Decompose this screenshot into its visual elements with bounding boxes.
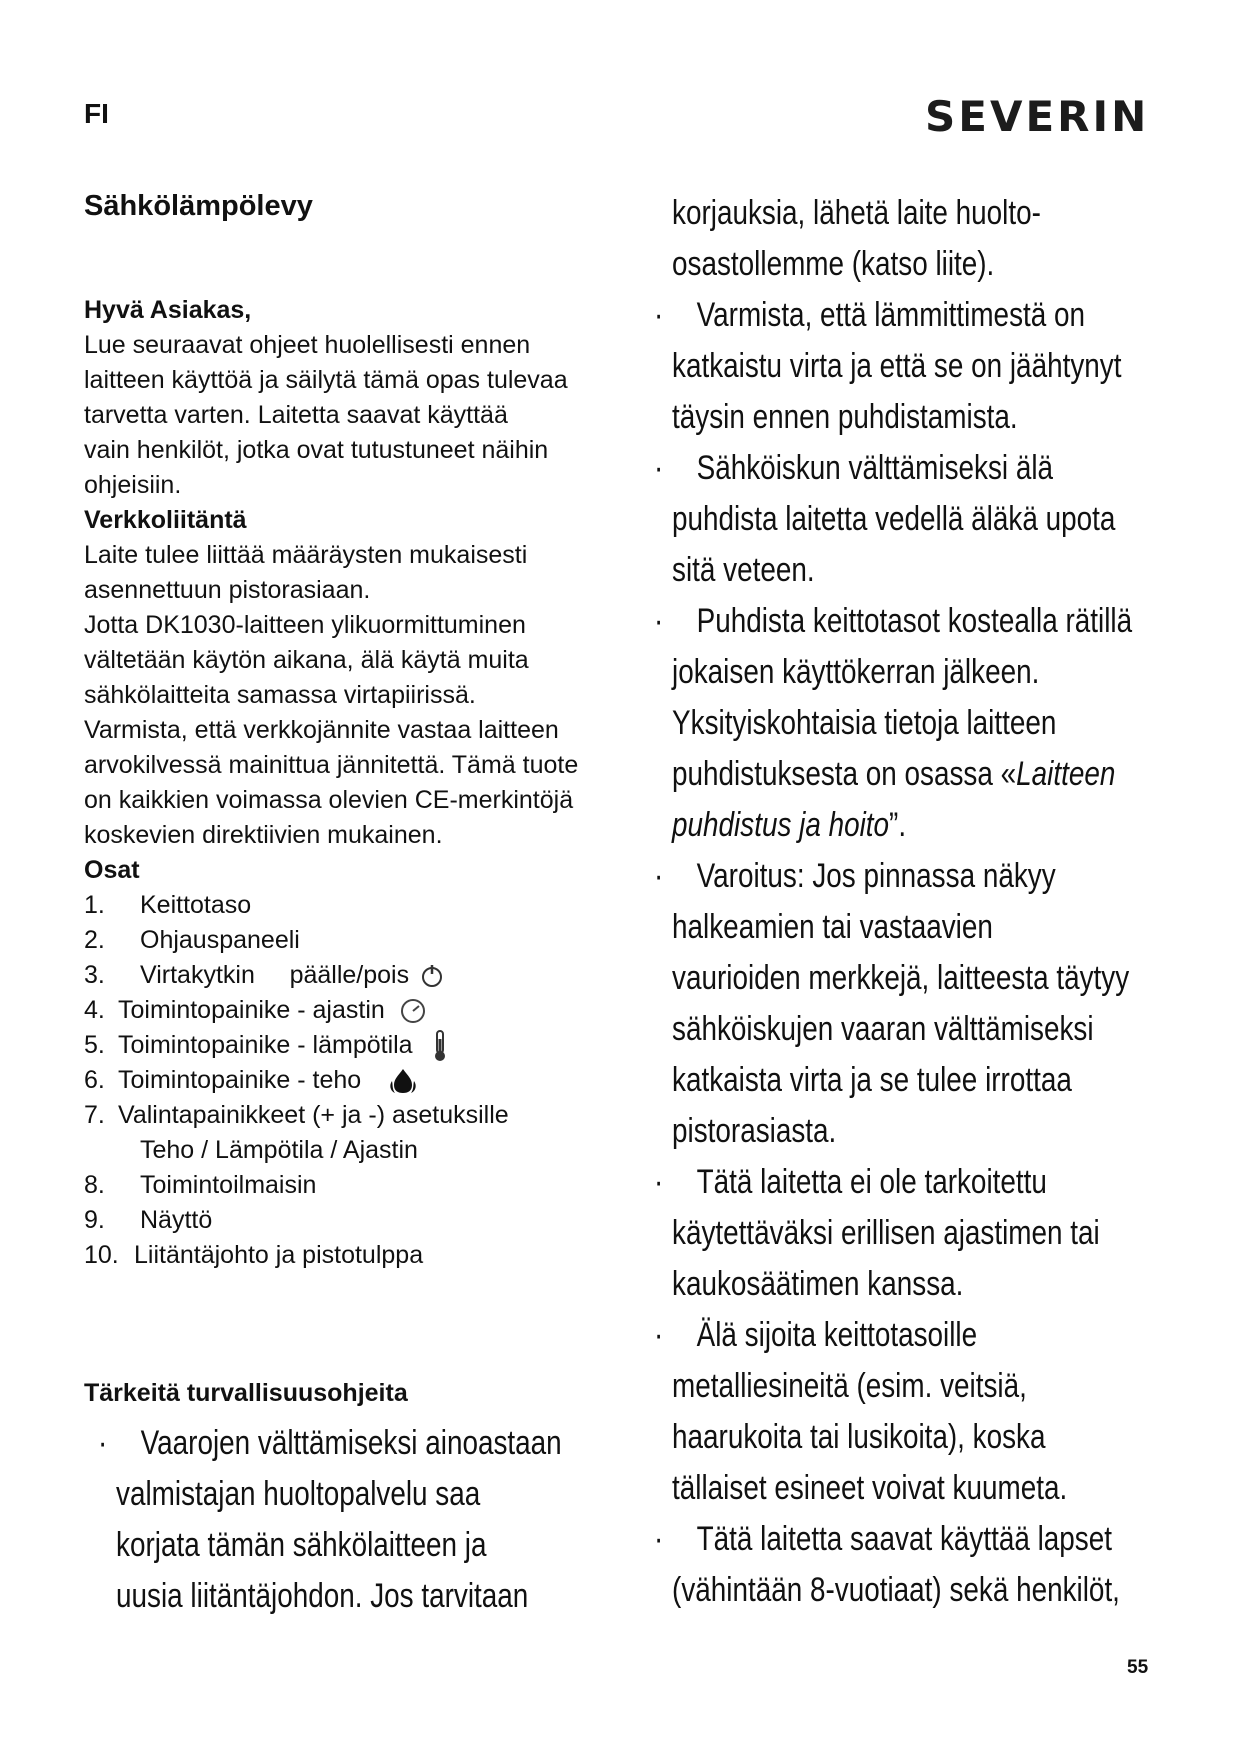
language-code: FI	[84, 98, 109, 129]
safety-line: uusia liitäntäjohdon. Jos tarvitaan	[116, 1577, 529, 1615]
network-heading: Verkkoliitäntä	[84, 506, 247, 534]
intro-line: Lue seuraavat ohjeet huolellisesti ennen	[84, 331, 531, 359]
parts-label: Ohjauspaneeli	[140, 926, 300, 954]
network-line: asennettuun pistorasiaan.	[84, 576, 371, 604]
parts-number: 7.	[84, 1101, 105, 1129]
intro-line: tarvetta varten. Laitetta saavat käyttää	[84, 401, 508, 429]
safety-line: kaukosäätimen kanssa.	[672, 1265, 964, 1303]
network-line: sähkölaitteita samassa virtapiirissä.	[84, 681, 476, 709]
bullet: ·	[654, 1163, 664, 1201]
parts-label: Näyttö	[140, 1206, 213, 1234]
safety-line: · Tätä laitetta saavat käyttää lapset	[654, 1514, 1132, 1565]
network-line: arvokilvessä mainittua jännitettä. Tämä tuote	[84, 751, 579, 779]
parts-label: Toimintopainike - ajastin	[118, 996, 385, 1024]
safety-line: valmistajan huoltopalvelu saa	[116, 1475, 481, 1513]
safety-line: korjauksia, lähetä laite huolto-	[672, 194, 1041, 232]
safety-line: sähköiskujen vaaran välttämiseksi	[672, 1010, 1094, 1048]
network-line: koskevien direktiivien mukainen.	[84, 821, 443, 849]
bullet: ·	[654, 857, 664, 895]
parts-number: 2.	[84, 926, 105, 954]
intro-line: vain henkilöt, jotka ovat tutustuneet näihin	[84, 436, 549, 464]
safety-line: sitä veteen.	[672, 551, 815, 589]
parts-label: Virtakytkin päälle/pois	[140, 961, 410, 989]
safety-line: katkaistu virta ja että se on jäähtynyt	[672, 347, 1122, 385]
safety-heading: Tärkeitä turvallisuusohjeita	[84, 1379, 408, 1407]
parts-list	[84, 888, 624, 1273]
thermometer-icon	[431, 1029, 449, 1063]
parts-number: 4.	[84, 996, 105, 1024]
safety-line: · Tätä laitetta ei ole tarkoitettu	[654, 1157, 1132, 1208]
safety-line: · Varoitus: Jos pinnassa näkyy	[654, 851, 1132, 902]
parts-number: 1.	[84, 891, 105, 919]
safety-line: · Varmista, että lämmittimestä on	[654, 290, 1132, 341]
parts-number: 9.	[84, 1206, 105, 1234]
parts-item	[84, 888, 624, 923]
safety-line: jokaisen käyttökerran jälkeen.	[672, 653, 1040, 691]
bullet: ·	[98, 1424, 108, 1462]
parts-item	[84, 1063, 624, 1098]
parts-label: Toimintopainike - teho	[118, 1066, 362, 1094]
parts-item	[84, 958, 624, 993]
parts-label: Liitäntäjohto ja pistotulppa	[134, 1241, 424, 1269]
bullet: ·	[654, 1520, 664, 1558]
parts-label: Teho / Lämpötila / Ajastin	[140, 1136, 418, 1164]
safety-line: puhdistus ja hoito”.	[672, 806, 907, 844]
network-line: vältetään käytön aikana, älä käytä muita	[84, 646, 529, 674]
parts-item	[84, 1098, 624, 1133]
parts-number: 10.	[84, 1241, 119, 1269]
intro-heading: Hyvä Asiakas,	[84, 296, 252, 324]
parts-number: 6.	[84, 1066, 105, 1094]
parts-number: 3.	[84, 961, 105, 989]
parts-heading: Osat	[84, 856, 140, 884]
intro-line: ohjeisiin.	[84, 471, 182, 499]
parts-item	[84, 1203, 624, 1238]
safety-line: vaurioiden merkkejä, laitteesta täytyy	[672, 959, 1130, 997]
bullet: ·	[654, 449, 664, 487]
safety-left-column	[98, 1418, 562, 1622]
bullet: ·	[654, 1316, 664, 1354]
parts-number: 5.	[84, 1031, 105, 1059]
page-title: Sähkölämpölevy	[84, 190, 313, 222]
parts-label: Keittotaso	[140, 891, 252, 919]
safety-line: pistorasiasta.	[672, 1112, 837, 1150]
section-reference: Laitteen	[1016, 755, 1116, 793]
safety-line: tällaiset esineet voivat kuumeta.	[672, 1469, 1068, 1507]
parts-label: Toimintopainike - lämpötila	[118, 1031, 413, 1059]
brand-logo: SEVERIN	[925, 92, 1150, 141]
parts-item	[84, 1133, 624, 1168]
safety-line: · Puhdista keittotasot kostealla rätillä	[654, 596, 1132, 647]
safety-line: käytettäväksi erillisen ajastimen tai	[672, 1214, 1100, 1252]
safety-line: täysin ennen puhdistamista.	[672, 398, 1018, 436]
network-line: on kaikkien voimassa olevien CE-merkintöjä	[84, 786, 574, 814]
safety-line: puhdista laitetta vedellä äläkä upota	[672, 500, 1116, 538]
safety-line: · Älä sijoita keittotasoille	[654, 1310, 1132, 1361]
network-line: Jotta DK1030-laitteen ylikuormittuminen	[84, 611, 526, 639]
section-reference: puhdistus ja hoito	[672, 806, 890, 844]
safety-line: · Vaarojen välttämiseksi ainoastaan	[98, 1418, 562, 1469]
parts-item	[84, 1238, 624, 1273]
power-icon	[419, 963, 445, 989]
safety-line: (vähintään 8-vuotiaat) sekä henkilöt,	[672, 1571, 1120, 1609]
parts-item	[84, 1168, 624, 1203]
safety-line: Yksityiskohtaisia tietoja laitteen	[672, 704, 1057, 742]
safety-line: metalliesineitä (esim. veitsiä,	[672, 1367, 1027, 1405]
safety-line: haarukoita tai lusikoita), koska	[672, 1418, 1046, 1456]
page-number: 55	[1127, 1657, 1149, 1678]
bullet: ·	[654, 602, 664, 640]
safety-line: korjata tämän sähkölaitteen ja	[116, 1526, 487, 1564]
safety-line: osastollemme (katso liite).	[672, 245, 995, 283]
power-level-flame-icon	[387, 1067, 419, 1095]
safety-line: halkeamien tai vastaavien	[672, 908, 993, 946]
safety-line: · Sähköiskun välttämiseksi älä	[654, 443, 1132, 494]
parts-number: 8.	[84, 1171, 105, 1199]
parts-item	[84, 1028, 624, 1063]
safety-line: puhdistuksesta on osassa «Laitteen	[672, 755, 1116, 793]
left-column	[84, 293, 624, 1273]
parts-item	[84, 923, 624, 958]
parts-label: Toimintoilmaisin	[140, 1171, 317, 1199]
parts-label: Valintapainikkeet (+ ja -) asetuksille	[118, 1101, 509, 1129]
intro-line: laitteen käyttöä ja säilytä tämä opas tulevaa	[84, 366, 568, 394]
network-line: Varmista, että verkkojännite vastaa laitteen	[84, 716, 559, 744]
network-line: Laite tulee liittää määräysten mukaisesti	[84, 541, 528, 569]
safety-right-column	[654, 188, 1132, 1616]
safety-line: katkaista virta ja se tulee irrottaa	[672, 1061, 1072, 1099]
bullet: ·	[654, 296, 664, 334]
timer-icon	[399, 997, 427, 1025]
parts-item	[84, 993, 624, 1028]
